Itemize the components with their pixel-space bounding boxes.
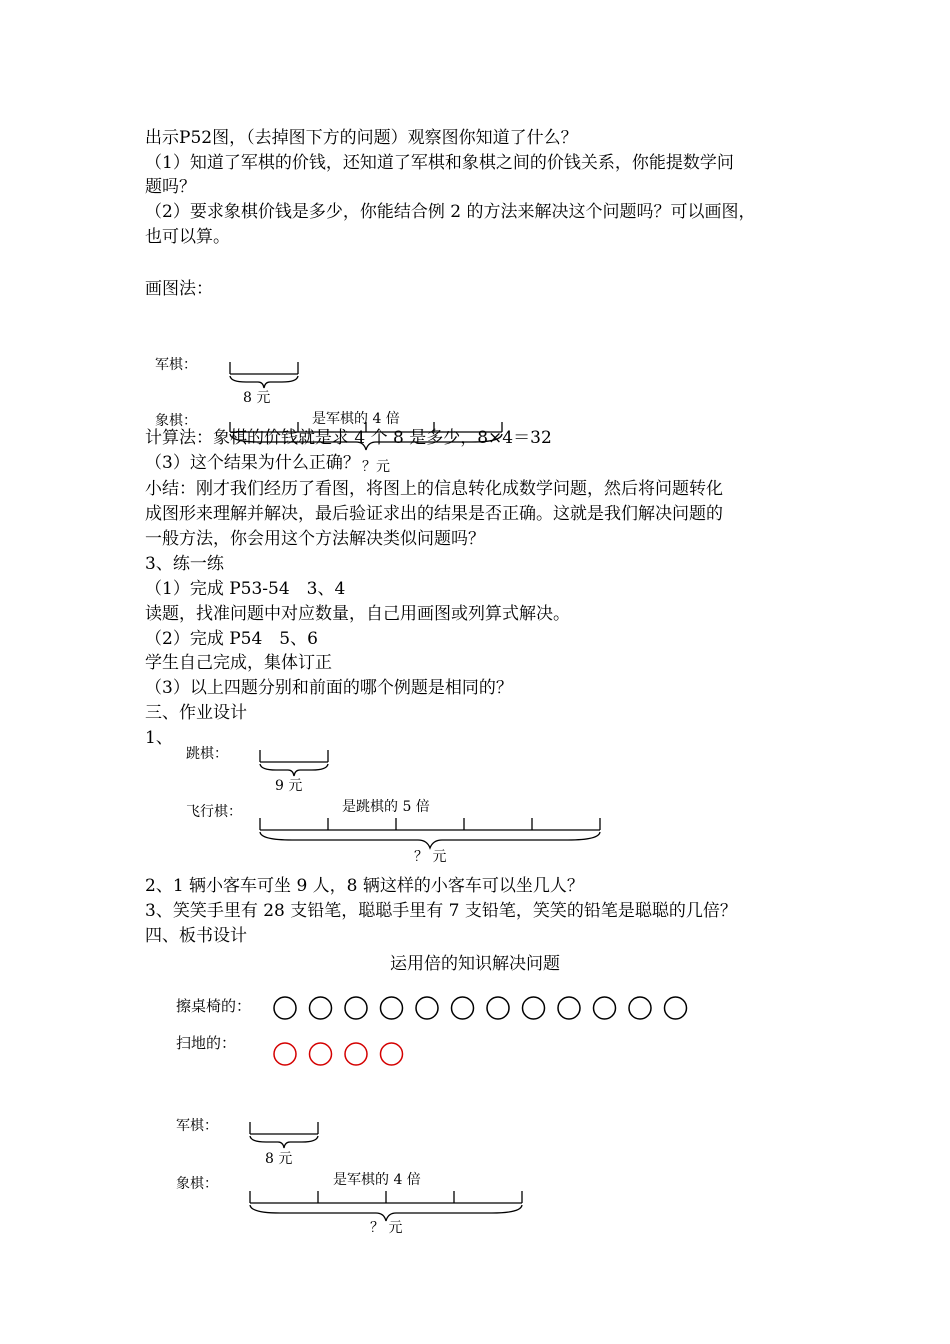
board-row1-circle xyxy=(558,997,580,1019)
board-row1-label: 擦桌椅的： xyxy=(176,997,252,1015)
summary-line-1: 小结：刚才我们经历了看图，将图上的信息转化成数学问题，然后将问题转化 xyxy=(145,479,723,499)
board-row1-circle xyxy=(665,997,687,1019)
board-row2-label: 扫地的： xyxy=(176,1034,237,1052)
board-title: 运用倍的知识解决问题 xyxy=(390,954,560,974)
board-row1-circle xyxy=(310,997,332,1019)
diagram3-brace-b xyxy=(250,1205,522,1221)
homework-heading: 三、作业设计 xyxy=(145,703,247,723)
diagram2-segments xyxy=(260,750,600,848)
practice-note-2: 学生自己完成，集体订正 xyxy=(145,653,332,673)
board-row1-circle xyxy=(381,997,403,1019)
intro-line-1: 出示P52图，（去掉图下方的问题）观察图你知道了什么？ xyxy=(145,128,578,148)
summary-line-2: 成图形来理解并解决，最后验证求出的结果是否正确。这就是我们解决问题的 xyxy=(145,504,723,524)
board-row1-circle xyxy=(594,997,616,1019)
diagram1-value-a: 8 元 xyxy=(243,390,271,406)
board-heading: 四、板书设计 xyxy=(145,926,247,946)
diagram1-label-a: 军棋： xyxy=(155,357,197,373)
practice-item-3: （3）以上四题分别和前面的哪个例题是相同的？ xyxy=(145,678,513,698)
practice-note-1: 读题，找准问题中对应数量，自己用画图或列算式解决。 xyxy=(145,604,570,624)
diagram2-label-a: 跳棋： xyxy=(186,746,228,762)
board-row1-circle xyxy=(523,997,545,1019)
diagram2-label-b: 飞行棋： xyxy=(186,804,242,820)
diagram3-relation: 是军棋的 4 倍 xyxy=(333,1172,421,1188)
diagram1-label-b: 象棋： xyxy=(155,413,197,429)
diagram3-segments xyxy=(250,1122,522,1221)
homework-item-3: 3、笑笑手里有 28 支铅笔，聪聪手里有 7 支铅笔，笑笑的铅笔是聪聪的几倍？ xyxy=(145,901,737,921)
board-row1-circle xyxy=(629,997,651,1019)
diagram3-label-a: 军棋： xyxy=(176,1118,218,1134)
practice-item-2: （2）完成 P54 5、6 xyxy=(145,629,318,649)
intro-line-5: 也可以算。 xyxy=(145,227,230,247)
intro-line-4: （2）要求象棋价钱是多少，你能结合例 2 的方法来解决这个问题吗？可以画图， xyxy=(145,202,756,222)
homework-item-2: 2、1 辆小客车可坐 9 人，8 辆这样的小客车可以坐几人？ xyxy=(145,876,584,896)
diagram3-label-b: 象棋： xyxy=(176,1176,218,1192)
homework-item-1: 1、 xyxy=(145,728,173,748)
practice-item-1: （1）完成 P53-54 3、4 xyxy=(145,579,346,599)
diagram2-value-a: 9 元 xyxy=(275,778,303,794)
diagram1-relation: 是军棋的 4 倍 xyxy=(312,411,400,427)
diagram2-brace-b xyxy=(260,832,600,848)
draw-method-heading: 画图法： xyxy=(145,279,213,299)
board-row1-circle xyxy=(274,997,296,1019)
question-3: （3）这个结果为什么正确？ xyxy=(145,453,360,473)
diagram2-relation: 是跳棋的 5 倍 xyxy=(342,799,430,815)
diagram1-brace-b xyxy=(230,434,502,450)
diagram3-value-a: 8 元 xyxy=(265,1151,293,1167)
calc-line: 计算法：象棋的价钱就是求 4 个 8 是多少，8×4＝32 xyxy=(145,428,552,448)
diagram1-question: ？元 xyxy=(362,459,390,475)
intro-line-3: 题吗？ xyxy=(145,177,196,197)
summary-line-3: 一般方法，你会用这个方法解决类似问题吗？ xyxy=(145,529,485,549)
board-row2-circle xyxy=(310,1043,332,1065)
diagram1-brace-a xyxy=(230,376,298,388)
diagram2-brace-a xyxy=(260,764,328,776)
diagram3-question: ？ 元 xyxy=(370,1220,403,1236)
board-row2-circle xyxy=(345,1043,367,1065)
board-row1-circle xyxy=(452,997,474,1019)
diagram1-segments xyxy=(230,362,502,450)
board-row2-circle xyxy=(274,1043,296,1065)
diagram2-question: ？ 元 xyxy=(414,849,447,865)
board-row1-circle xyxy=(487,997,509,1019)
board-circles xyxy=(274,997,687,1065)
board-row2-circle xyxy=(381,1043,403,1065)
practice-heading: 3、练一练 xyxy=(145,554,224,574)
diagram3-brace-a xyxy=(250,1136,318,1148)
board-row1-circle xyxy=(345,997,367,1019)
intro-line-2: （1）知道了军棋的价钱，还知道了军棋和象棋之间的价钱关系，你能提数学问 xyxy=(145,153,734,173)
board-row1-circle xyxy=(416,997,438,1019)
